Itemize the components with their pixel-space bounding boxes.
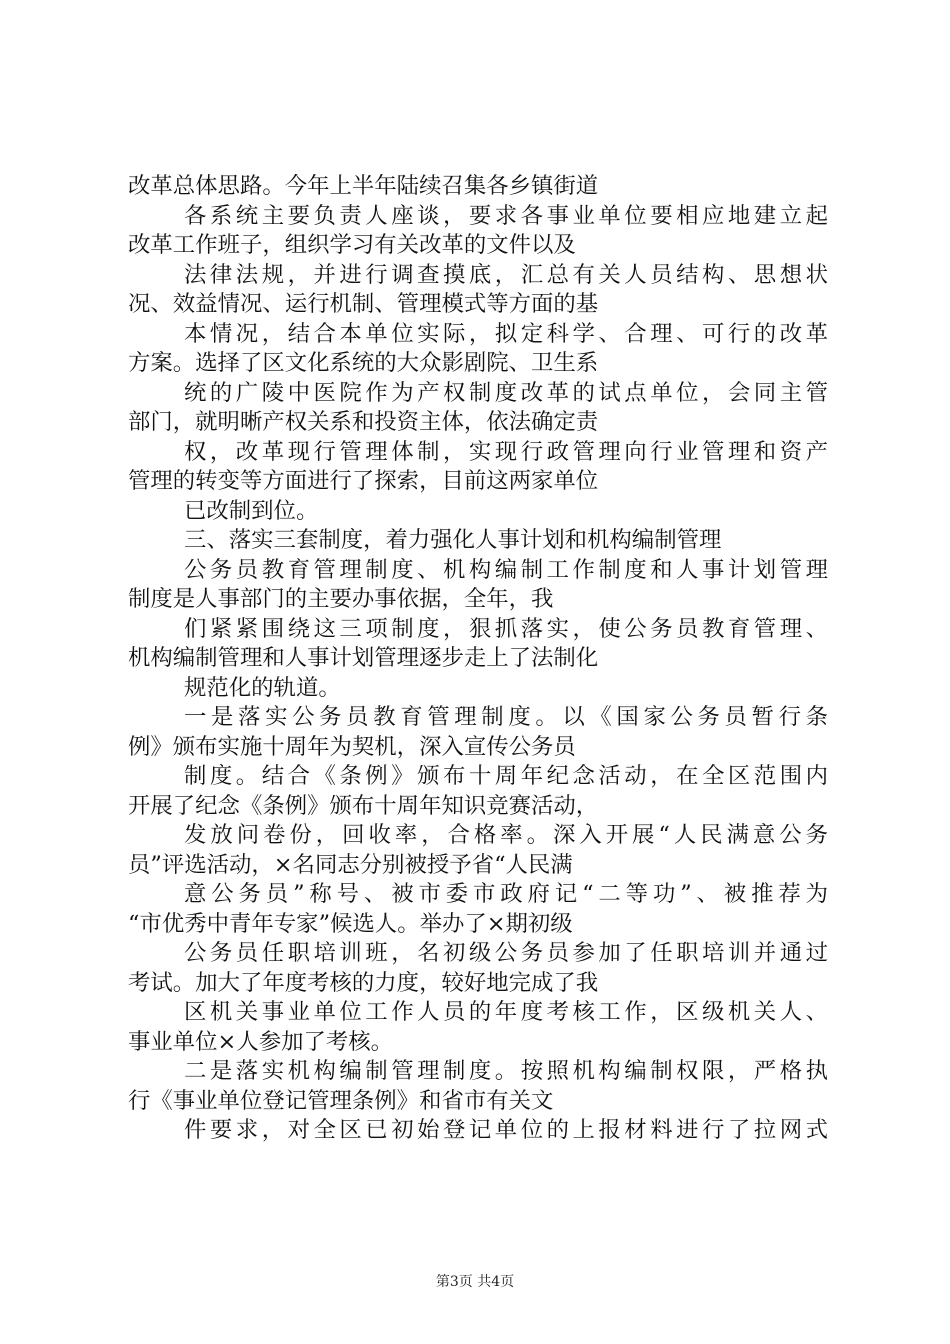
text-line: 权，改革现行管理体制，实现行政管理向行业管理和资产: [184, 438, 828, 465]
text-line: 发放问卷份，回收率，合格率。深入开展“人民满意公务: [184, 822, 828, 848]
text-line: 事业单位×人参加了考核。: [128, 1028, 394, 1055]
text-line: 管理的转变等方面进行了探索，目前这两家单位: [128, 468, 599, 494]
text-line: “市优秀中青年专家”候选人。举办了×期初级: [128, 910, 573, 937]
text-line: 本情况，结合本单位实际，拟定科学、合理、可行的改革: [184, 320, 828, 347]
page-footer: 第3页 共4页: [435, 1274, 515, 1290]
text-line: 况、效益情况、运行机制、管理模式等方面的基: [128, 291, 599, 317]
text-line: 三、落实三套制度，着力强化人事计划和机构编制管理: [184, 527, 722, 553]
text-line: 制度。结合《条例》颁布十周年纪念活动，在全区范围内: [184, 763, 828, 789]
text-line: 行《事业单位登记管理条例》和省市有关文: [128, 1087, 554, 1114]
text-line: 方案。选择了区文化系统的大众影剧院、卫生系: [128, 350, 599, 376]
text-line: 二是落实机构编制管理制度。按照机构编制权限，严格执: [184, 1058, 828, 1084]
text-line: 开展了纪念《条例》颁布十周年知识竞赛活动，: [128, 792, 599, 819]
text-line: 公务员教育管理制度、机构编制工作制度和人事计划管理: [184, 556, 828, 583]
text-line: 意公务员”称号、被市委市政府记“二等功”、被推荐为: [184, 881, 828, 907]
text-line: 们紧紧围绕这三项制度，狠抓落实，使公务员教育管理、: [184, 615, 828, 642]
text-line: 改革工作班子，组织学习有关改革的文件以及: [128, 232, 576, 258]
text-line: 改革总体思路。今年上半年陆续召集各乡镇街道: [128, 173, 599, 199]
text-line: 区机关事业单位工作人员的年度考核工作，区级机关人、: [184, 999, 828, 1025]
text-line: 统的广陵中医院作为产权制度改革的试点单位，会同主管: [184, 379, 828, 406]
text-line: 员”评选活动，×名同志分别被授予省“人民满: [128, 851, 573, 878]
document-body: [128, 172, 828, 1146]
text-line: 法律法规，并进行调查摸底，汇总有关人员结构、思想状: [184, 261, 828, 288]
text-line: 部门，就明晰产权关系和投资主体，依法确定责: [128, 409, 599, 435]
text-line: 制度是人事部门的主要办事依据，全年，我: [128, 586, 554, 612]
text-line: 各系统主要负责人座谈，要求各事业单位要相应地建立起: [184, 202, 828, 229]
text-line: 例》颁布实施十周年为契机，深入宣传公务员: [128, 733, 576, 760]
text-line: 机构编制管理和人事计划管理逐步走上了法制化: [128, 645, 599, 671]
text-line: 一是落实公务员教育管理制度。以《国家公务员暂行条: [184, 704, 828, 730]
text-line: 件要求，对全区已初始登记单位的上报材料进行了拉网式: [184, 1117, 828, 1143]
text-line: 规范化的轨道。: [184, 674, 341, 701]
text-line: 已改制到位。: [184, 497, 319, 524]
text-line: 考试。加大了年度考核的力度，较好地完成了我: [128, 969, 599, 996]
text-line: 公务员任职培训班，名初级公务员参加了任职培训并通过: [184, 940, 828, 966]
